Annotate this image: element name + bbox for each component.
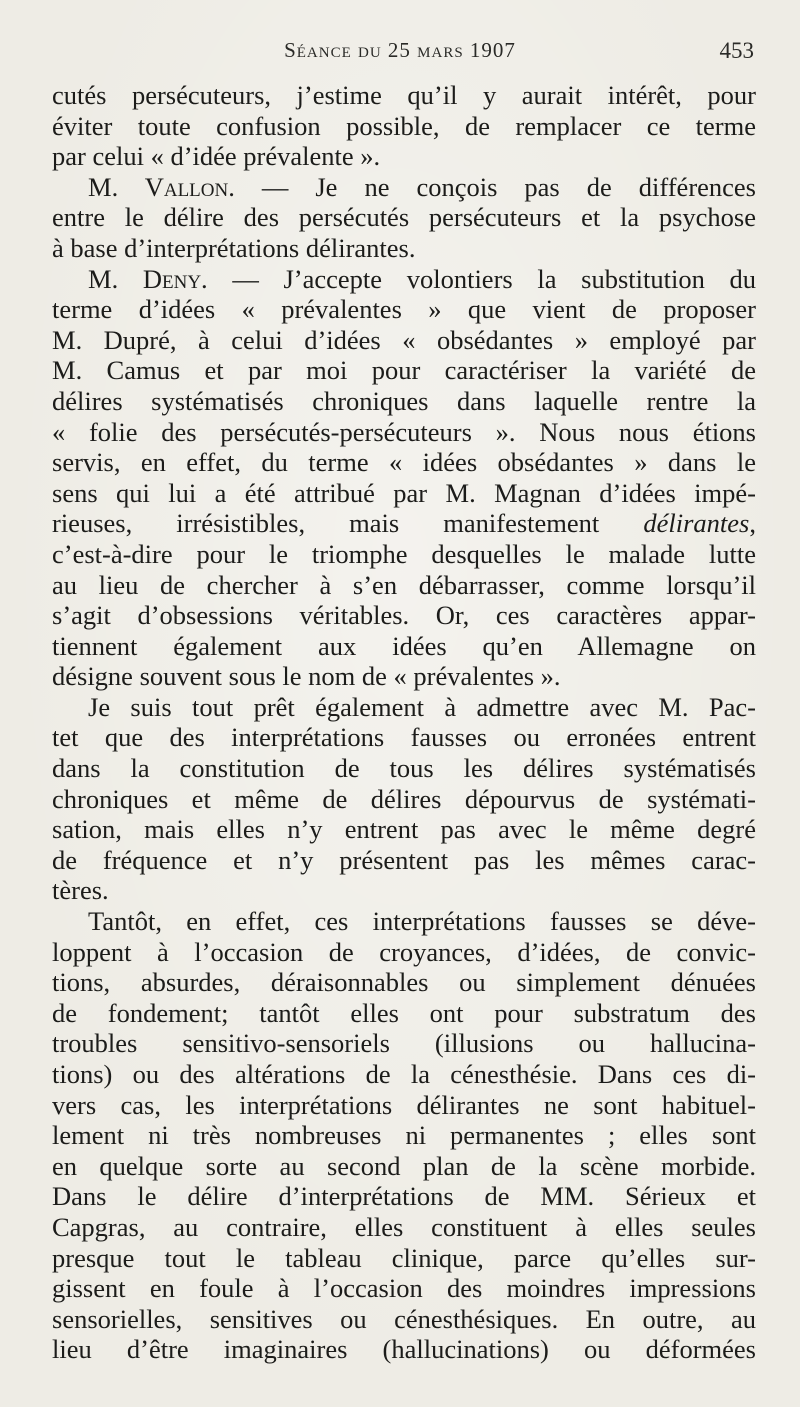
text-line: désigne souvent sous le nom de « prévalentes ». bbox=[52, 661, 561, 692]
text-line: vers cas, les interprétations délirantes ne sont habituel- bbox=[52, 1089, 756, 1120]
text-line: gissent en foule à l’occasion des moindres impressions bbox=[52, 1273, 756, 1304]
text-line: tiennent également aux idées qu’en Allemagne on bbox=[52, 630, 756, 661]
page-number: 453 bbox=[719, 38, 754, 63]
text-line: en quelque sorte au second plan de la scène morbide. bbox=[52, 1150, 756, 1181]
text-line: lement ni très nombreuses ni permanentes ; elles sont bbox=[52, 1120, 756, 1151]
text-line: tères. bbox=[52, 875, 109, 906]
text-line: servis, en effet, du terme « idées obsédantes » dans le bbox=[52, 447, 756, 478]
text-line: M. Camus et par moi pour caractériser la variété de bbox=[52, 355, 756, 386]
text-line: entre le délire des persécutés persécuteurs et la psychose bbox=[52, 202, 756, 233]
text-line: terme d’idées « prévalentes » que vient de proposer bbox=[52, 294, 756, 325]
text-line: rieuses, irrésistibles, mais manifestement délirantes, bbox=[52, 508, 756, 539]
italic-word: délirantes bbox=[643, 508, 750, 539]
text-line: sensorielles, sensitives ou cénesthésiques. En outre, au bbox=[52, 1303, 756, 1334]
text-line: c’est-à-dire pour le triomphe desquelles le malade lutte bbox=[52, 538, 756, 569]
text-line: par celui « d’idée prévalente ». bbox=[52, 141, 381, 172]
text-line: chroniques et même de délires dépourvus de systémati- bbox=[52, 783, 756, 814]
text-line: M. Vallon. — Je ne conçois pas de différences bbox=[88, 171, 756, 202]
text-line: Dans le délire d’interprétations de MM. Sérieux et bbox=[52, 1181, 756, 1212]
body-text bbox=[52, 80, 756, 1365]
text-line: M. Deny. — J’accepte volontiers la substitution du bbox=[88, 263, 756, 294]
text-line: loppent à l’occasion de croyances, d’idées, de convic- bbox=[52, 936, 756, 967]
text-line: de fondement; tantôt elles ont pour substratum des bbox=[52, 997, 756, 1028]
text-line: « folie des persécutés-persécuteurs ». Nous nous étions bbox=[52, 416, 756, 447]
text-line: de fréquence et n’y présentent pas les mêmes carac- bbox=[52, 844, 756, 875]
text-line: presque tout le tableau clinique, parce qu’elles sur- bbox=[52, 1242, 756, 1273]
speaker-name: M. Deny. bbox=[88, 263, 208, 294]
text-line: tions, absurdes, déraisonnables ou simplement dénuées bbox=[52, 967, 756, 998]
text-line: délires systématisés chroniques dans laquelle rentre la bbox=[52, 385, 756, 416]
page-header bbox=[0, 38, 800, 72]
text-line: Tantôt, en effet, ces interprétations fausses se déve- bbox=[88, 906, 756, 937]
text-line: au lieu de chercher à s’en débarrasser, comme lorsqu’il bbox=[52, 569, 756, 600]
text-line: à base d’interprétations délirantes. bbox=[52, 232, 416, 263]
text-line: Capgras, au contraire, elles constituent à elles seules bbox=[52, 1211, 756, 1242]
text-line: troubles sensitivo-sensoriels (illusions ou hallucina- bbox=[52, 1028, 756, 1059]
text-line: dans la constitution de tous les délires systématisés bbox=[52, 753, 756, 784]
text-line: tet que des interprétations fausses ou erronées entrent bbox=[52, 722, 756, 753]
text-line: tions) ou des altérations de la cénesthésie. Dans ces di- bbox=[52, 1059, 756, 1089]
text-line: M. Dupré, à celui d’idées « obsédantes » employé par bbox=[52, 324, 756, 355]
text-line: lieu d’être imaginaires (hallucinations) ou déformées bbox=[52, 1334, 756, 1365]
text-line: sation, mais elles n’y entrent pas avec le même degré bbox=[52, 814, 756, 845]
speaker-name: M. Vallon. bbox=[88, 171, 235, 202]
text-line: éviter toute confusion possible, de remplacer ce terme bbox=[52, 110, 756, 141]
text-line: s’agit d’obsessions véritables. Or, ces caractères appar- bbox=[52, 600, 756, 631]
text-line: cutés persécuteurs, j’estime qu’il y aurait intérêt, pour bbox=[52, 80, 756, 110]
text-line: Je suis tout prêt également à admettre avec M. Pac- bbox=[88, 691, 756, 722]
text-line: sens qui lui a été attribué par M. Magnan d’idées impé- bbox=[52, 477, 756, 508]
running-head: Séance du 25 mars 1907 bbox=[284, 38, 516, 62]
